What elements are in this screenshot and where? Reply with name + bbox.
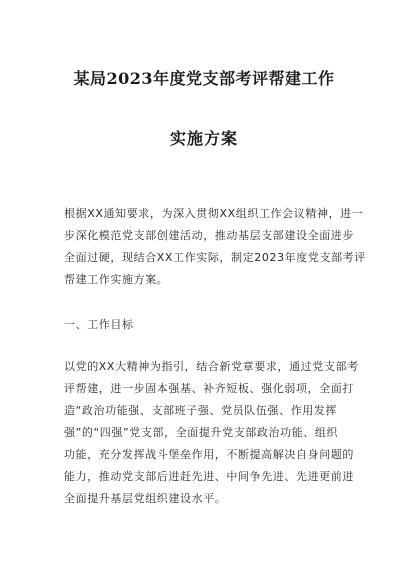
goals-line: 以党的XX大精神为指引，结合新党章要求，通过党支部考: [64, 360, 359, 373]
intro-line: 步深化模范党支部创建活动，推动基层支部建设全面进步: [64, 229, 354, 242]
goals-line: 能力，推动党支部后进赶先进、中间争先进、先进更前进: [64, 470, 354, 483]
intro-paragraph: [64, 203, 366, 291]
goals-line: 强”的“四强”党支部，全面提升党支部政治功能、组织: [64, 426, 339, 439]
intro-line: 根据XX通知要求，为深入贯彻XX组织工作会议精神，进一: [64, 207, 364, 220]
goals-line: 造“政治功能强、支部班子强、党员队伍强、作用发挥: [64, 404, 338, 417]
document-subtitle: 实施方案: [169, 129, 238, 148]
intro-line: 全面过硬，现结合XX工作实际，制定2023年度党支部考评: [64, 251, 366, 264]
goals-line: 全面提升基层党组织建设水平。: [64, 492, 227, 505]
goals-line: 评帮建，进一步固本强基、补齐短板、强化弱项，全面打: [64, 382, 354, 395]
goals-paragraph: [64, 356, 359, 510]
goals-line: 功能，充分发挥战斗堡垒作用，不断提高解决自身问题的: [64, 448, 354, 461]
document-title: 某局2023年度党支部考评帮建工作: [73, 69, 335, 88]
section-heading-goals: 一、工作目标: [64, 318, 134, 331]
intro-line: 帮建工作实施方案。: [64, 273, 169, 286]
